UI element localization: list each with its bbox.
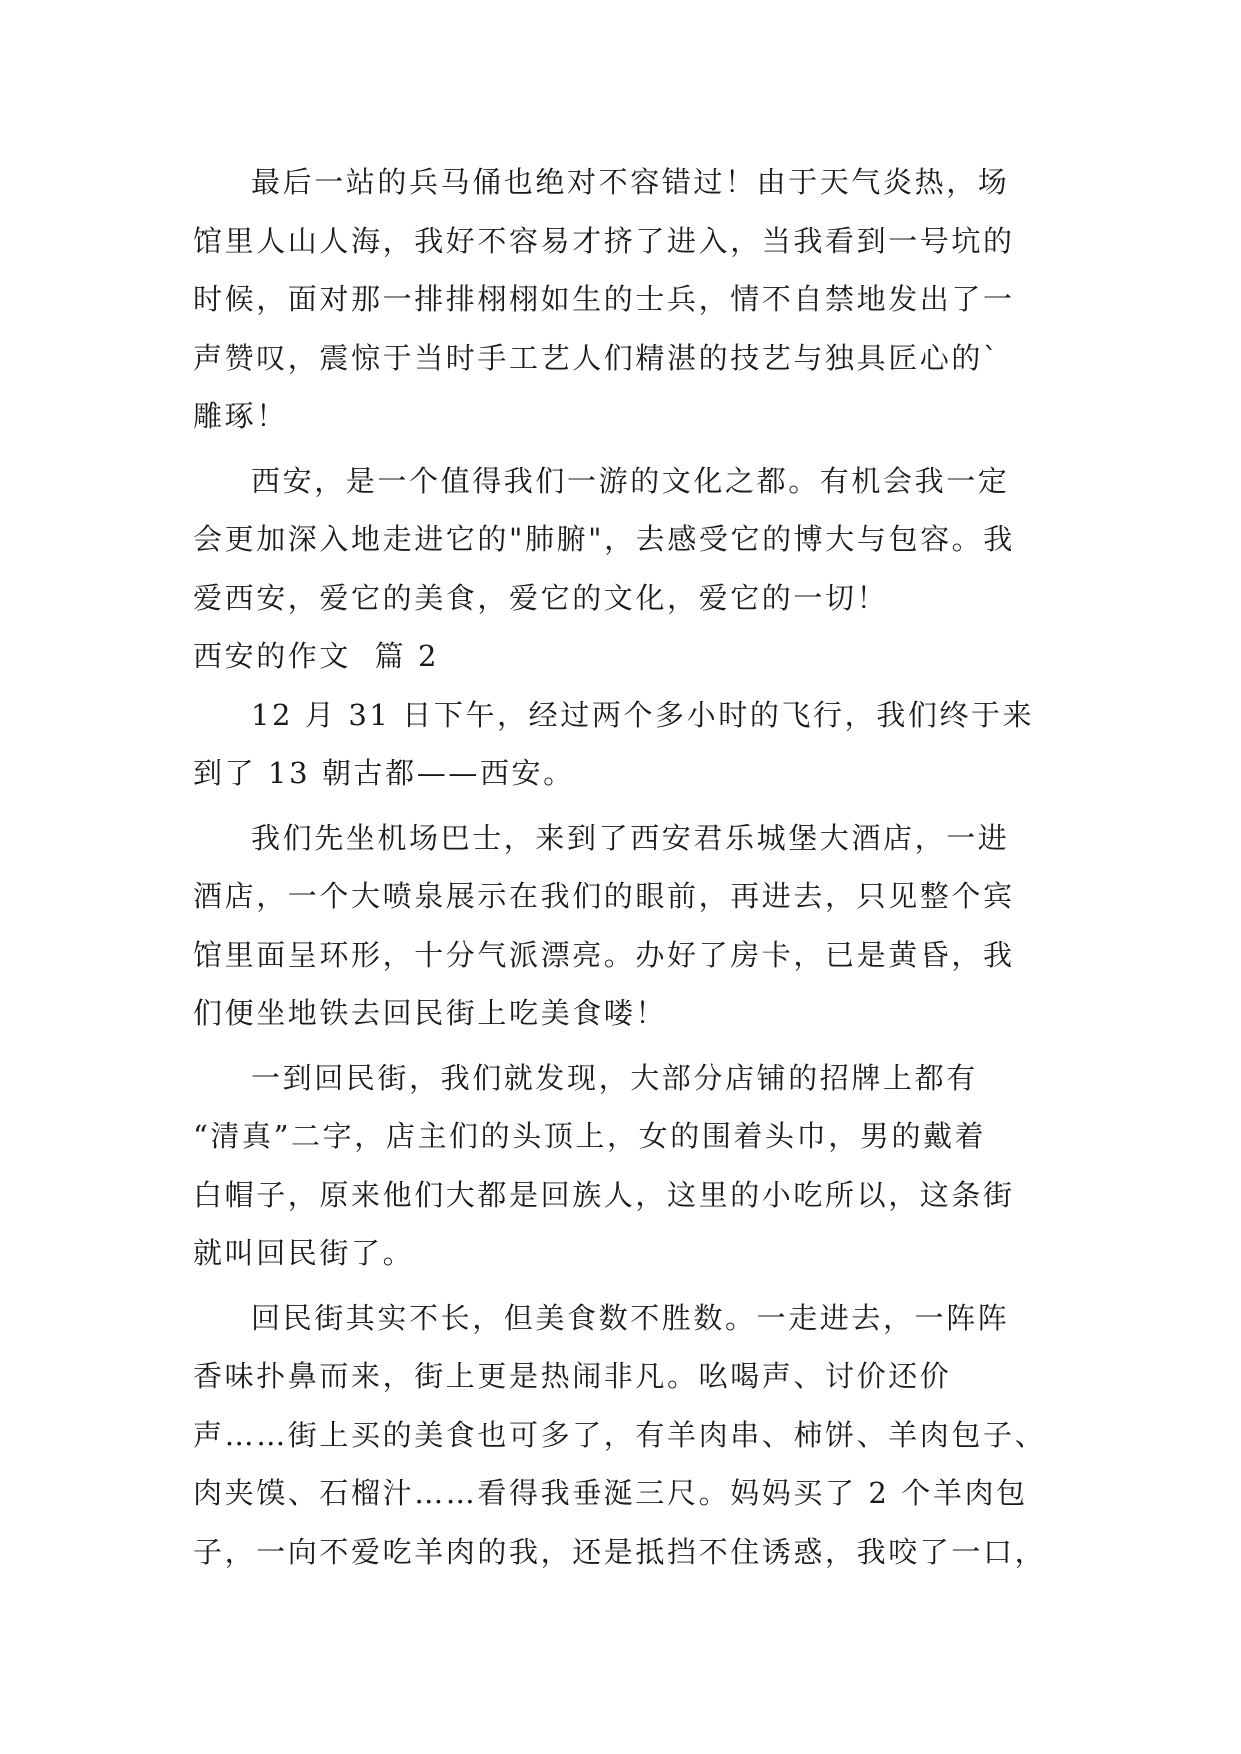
text-line: 爱西安，爱它的美食，爱它的文化，爱它的一切！ <box>193 580 889 615</box>
section-heading <box>193 627 1053 686</box>
text-line: 肉夹馍、石榴汁……看得我垂涎三尺。妈妈买了 2 个羊肉包 <box>193 1476 1028 1510</box>
paragraph-hotel <box>193 809 1053 1043</box>
text-line: 声……街上买的美食也可多了，有羊肉串、柿饼、羊肉包子、 <box>193 1417 1047 1452</box>
paragraph-love-xian <box>193 452 1053 628</box>
text-line: 声赞叹，震惊于当时手工艺人们精湛的技艺与独具匠心的` <box>193 340 1001 375</box>
text-line: 会更加深入地走进它的"肺腑"，去感受它的博大与包容。我 <box>193 522 1015 556</box>
text-line: 回民街其实不长，但美食数不胜数。一走进去，一阵阵 <box>251 1300 1010 1335</box>
text-line: 香味扑鼻而来，街上更是热闹非凡。吆喝声、讨价还价 <box>193 1359 952 1393</box>
text-line: “清真”二字，店主们的头顶上，女的围着头巾，男的戴着 <box>193 1119 987 1153</box>
paragraph-huimin-street <box>193 1049 1053 1283</box>
section-heading-text: 西安的作文 篇 2 <box>193 639 440 673</box>
document-body <box>193 153 1053 1581</box>
text-line: 子，一向不爱吃羊肉的我，还是抵挡不住诱惑，我咬了一口， <box>193 1534 1047 1569</box>
text-line: 白帽子，原来他们大都是回族人，这里的小吃所以，这条街 <box>193 1177 1015 1212</box>
text-line: 西安，是一个值得我们一游的文化之都。有机会我一定 <box>251 463 1010 498</box>
paragraph-food <box>193 1289 1053 1582</box>
text-line: 馆里人山人海，我好不容易才挤了进入，当我看到一号坑的 <box>193 223 1015 258</box>
text-line: 馆里面呈环形，十分气派漂亮。办好了房卡，已是黄昏，我 <box>193 937 1015 972</box>
text-line: 时候，面对那一排排栩栩如生的士兵，情不自禁地发出了一 <box>193 282 1015 316</box>
paragraph-arrival <box>193 686 1053 803</box>
text-line: 酒店，一个大喷泉展示在我们的眼前，再进去，只见整个宾 <box>193 879 1015 913</box>
text-line: 我们先坐机场巴士，来到了西安君乐城堡大酒店，一进 <box>251 820 1010 855</box>
text-line: 就叫回民街了。 <box>193 1236 415 1270</box>
paragraph-terracotta-warriors <box>193 153 1053 446</box>
text-line: 一到回民街，我们就发现，大部分店铺的招牌上都有 <box>251 1060 978 1095</box>
text-line: 到了 13 朝古都——西安。 <box>193 756 575 790</box>
text-line: 12 月 31 日下午，经过两个多小时的飞行，我们终于来 <box>251 697 1035 732</box>
text-line: 雕琢！ <box>193 399 288 433</box>
text-line: 们便坐地铁去回民街上吃美食喽！ <box>193 996 668 1030</box>
text-line: 最后一站的兵马俑也绝对不容错过！由于天气炎热，场 <box>251 165 1010 199</box>
